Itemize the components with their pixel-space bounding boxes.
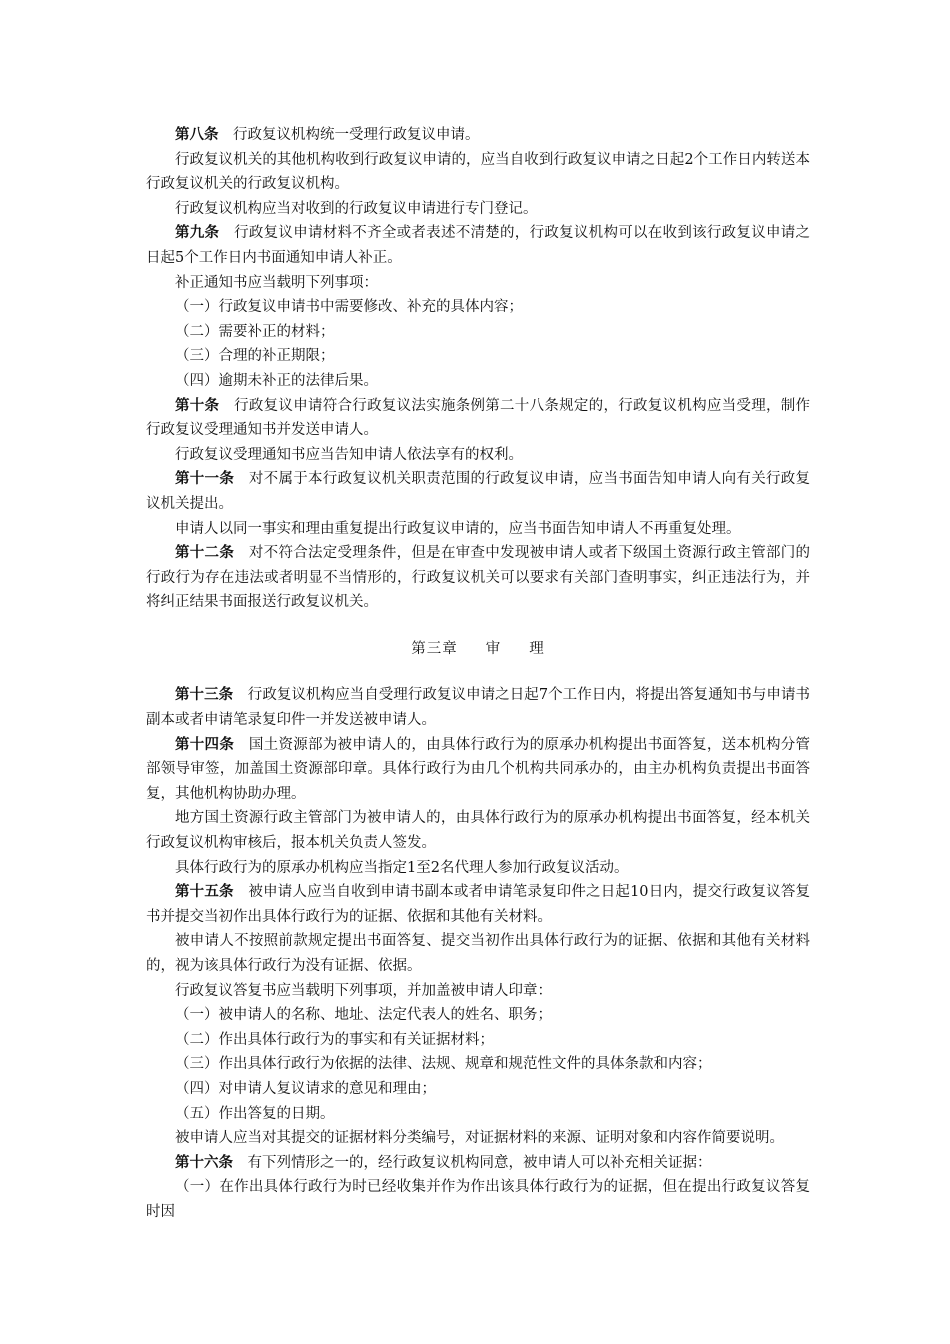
list-item: （五）作出答复的日期。	[175, 1105, 335, 1122]
article-10	[146, 394, 810, 443]
list-item: （四）对申请人复议请求的意见和理由；	[175, 1080, 436, 1097]
chapter-title-b: 理	[529, 640, 545, 657]
list-item: （二）需要补正的材料；	[175, 323, 335, 340]
article-heading: 第八条	[175, 127, 219, 143]
paragraph: 地方国土资源行政主管部门为被申请人的，由具体行政行为的原承办机构提出书面答复，经本机关行政复议机构审核后，报本机关负责人签发。	[146, 810, 810, 852]
article-heading: 第九条	[175, 225, 220, 242]
paragraph: 补正通知书应当载明下列事项：	[175, 274, 378, 291]
article-text: 有下列情形之一的，经行政复议机构同意，被申请人可以补充相关证据：	[247, 1154, 712, 1171]
document-body	[146, 123, 810, 1225]
article-14	[146, 733, 810, 807]
article-12	[146, 541, 810, 615]
list-item: （一）行政复议申请书中需要修改、补充的具体内容；	[175, 299, 523, 316]
article-heading: 第十三条	[175, 687, 234, 704]
article-13	[146, 683, 810, 732]
article-heading: 第十条	[175, 397, 220, 414]
article-text: 对不符合法定受理条件，但是在审查中发现被申请人或者下级国土资源行政主管部门的行政行为存在违法或者明显不当情形的，行政复议机关可以要求有关部门查明事实，纠正违法行为，并将纠正结果书面报送行政复议机关。	[146, 545, 811, 611]
article-text: 行政复议机构应当自受理行政复议申请之日起7个工作日内，将提出答复通知书与申请书副本或者申请笔录复印件一并发送被申请人。	[146, 687, 811, 729]
article-text: 行政复议申请符合行政复议法实施条例第二十八条规定的，行政复议机构应当受理，制作行政复议受理通知书并发送申请人。	[146, 397, 811, 439]
chapter-heading	[146, 637, 810, 662]
list-item: （三）作出具体行政行为依据的法律、法规、规章和规范性文件的具体条款和内容；	[175, 1056, 712, 1073]
list-item: （二）作出具体行政行为的事实和有关证据材料；	[175, 1031, 494, 1048]
article-9	[146, 221, 810, 270]
list-item: （三）合理的补正期限；	[175, 348, 335, 365]
article-heading: 第十一条	[175, 471, 235, 488]
article-15	[146, 880, 810, 929]
article-text: 行政复议申请材料不齐全或者表述不清楚的，行政复议机构可以在收到该行政复议申请之日起5个工作日内书面通知申请人补正。	[146, 225, 811, 266]
article-heading: 第十六条	[175, 1154, 233, 1171]
article-text: 对不属于本行政复议机关职责范围的行政复议申请，应当书面告知申请人向有关行政复议机关提出。	[146, 471, 811, 512]
article-heading: 第十二条	[175, 545, 235, 562]
article-heading: 第十五条	[175, 884, 234, 901]
article-11	[146, 467, 810, 516]
article-text: 行政复议机构统一受理行政复议申请。	[233, 127, 480, 143]
list-item: （一）在作出具体行政行为时已经收集并作为作出该具体行政行为的证据，但在提出行政复议答复时因	[146, 1179, 810, 1220]
list-item: （四）逾期未补正的法律后果。	[175, 372, 378, 389]
paragraph: 被申请人不按照前款规定提出书面答复、提交当初作出具体行政行为的证据、依据和其他有关材料的，视为该具体行政行为没有证据、依据。	[146, 933, 810, 974]
chapter-title-a: 审	[485, 640, 502, 657]
article-text: 被申请人应当自收到申请书副本或者申请笔录复印件之日起10日内，提交行政复议答复书并提交当初作出具体行政行为的证据、依据和其他有关材料。	[146, 884, 811, 925]
paragraph: 行政复议答复书应当载明下列事项，并加盖被申请人印章：	[175, 982, 552, 999]
paragraph: 申请人以同一事实和理由重复提出行政复议申请的，应当书面告知申请人不再重复处理。	[175, 520, 741, 537]
chapter-label: 第三章	[411, 640, 458, 657]
list-item: （一）被申请人的名称、地址、法定代表人的姓名、职务；	[175, 1007, 552, 1024]
paragraph: 行政复议机构应当对收到的行政复议申请进行专门登记。	[175, 200, 538, 217]
article-heading: 第十四条	[175, 736, 235, 753]
paragraph: 具体行政行为的原承办机构应当指定1至2名代理人参加行政复议活动。	[175, 859, 629, 876]
paragraph: 行政复议受理通知书应当告知申请人依法享有的权利。	[175, 446, 523, 463]
paragraph: 行政复议机关的其他机构收到行政复议申请的，应当自收到行政复议申请之日起2个工作日内转送本行政复议机关的行政复议机构。	[146, 151, 810, 193]
article-text: 国土资源部为被申请人的，由具体行政行为的原承办机构提出书面答复，送本机构分管部领导审签，加盖国土资源部印章。具体行政行为由几个机构共同承办的，由主办机构负责提出书面答复，其他机构协助办理。	[146, 736, 811, 802]
article-16	[146, 1151, 810, 1176]
article-8	[146, 123, 810, 148]
paragraph: 被申请人应当对其提交的证据材料分类编号，对证据材料的来源、证明对象和内容作简要说明。	[175, 1130, 784, 1147]
